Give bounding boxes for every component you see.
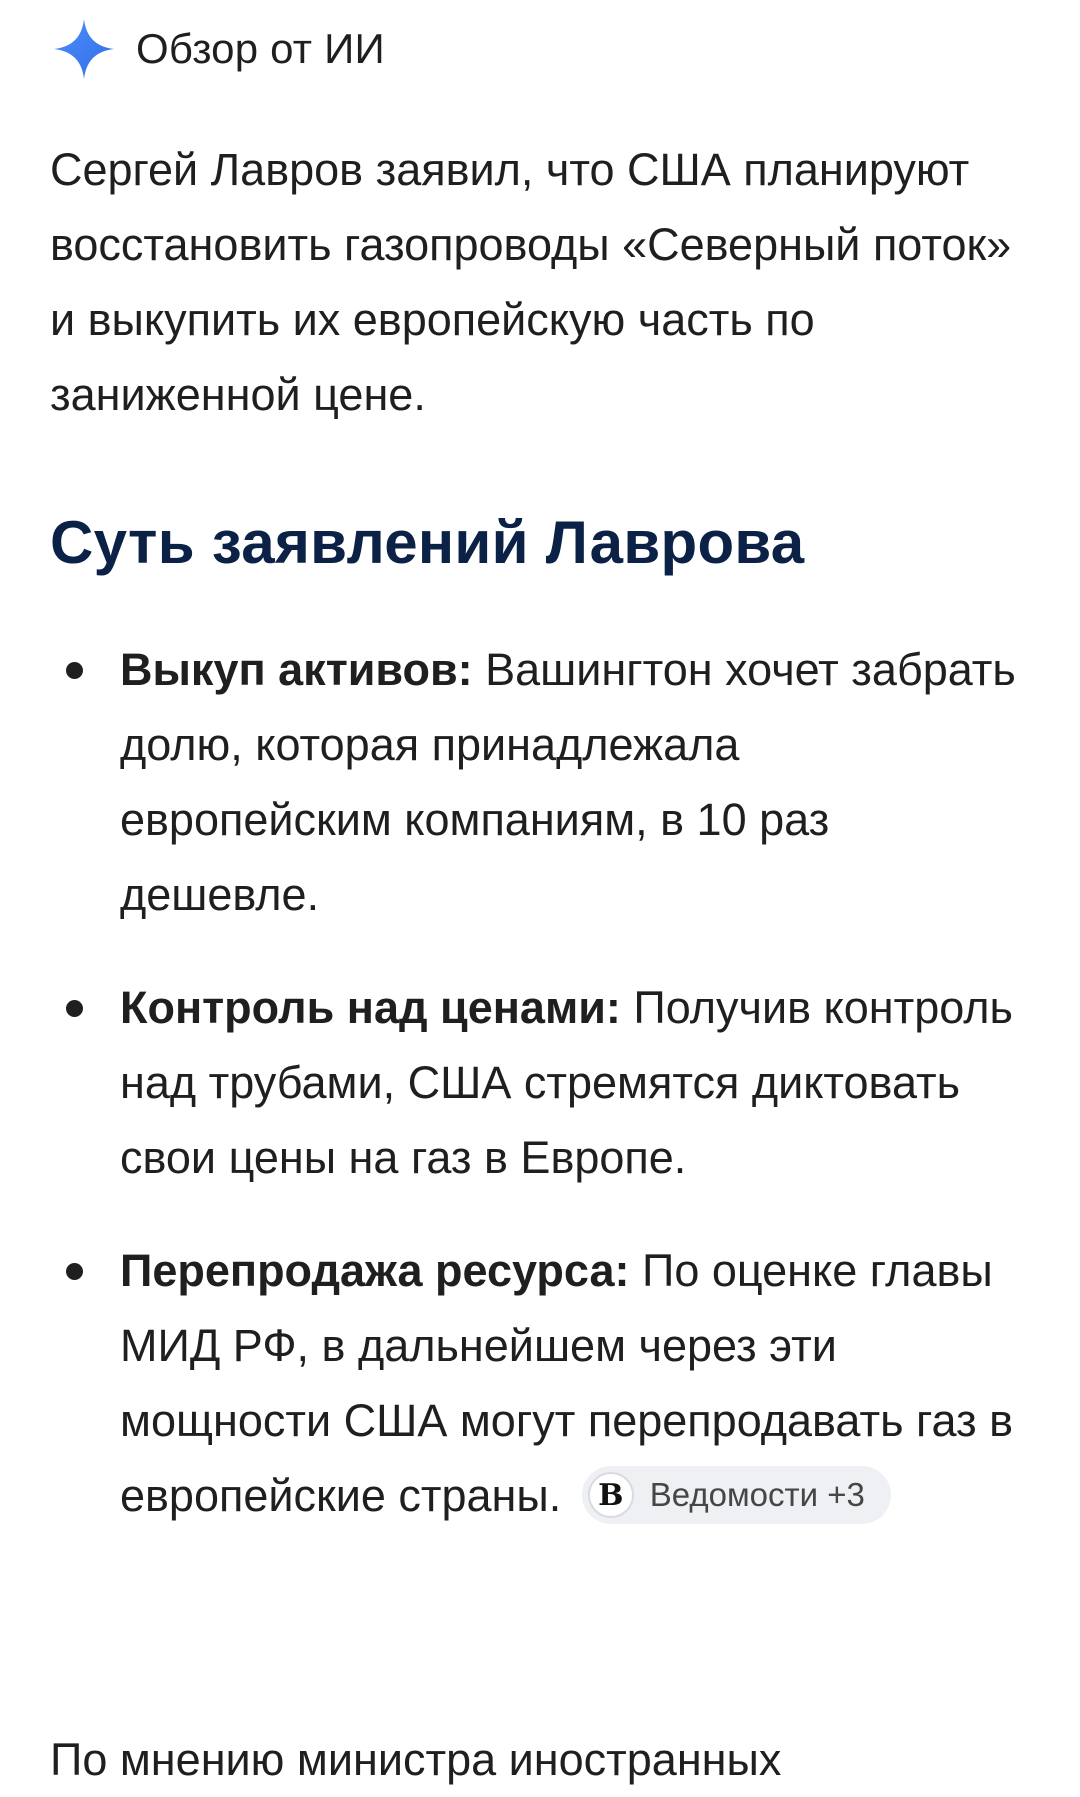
bullet-dot	[66, 1000, 83, 1017]
next-paragraph-cutoff: По мнению министра иностранных	[50, 1734, 782, 1785]
bullet-text: Вашингтон хочет забрать долю, которая принадлежала европейским компаниям, в 10 раз дешевле.	[120, 644, 1016, 920]
section-heading: Суть заявлений Лаврова	[50, 509, 805, 576]
bullet-title: Перепродажа ресурса:	[120, 1245, 630, 1296]
vedomosti-logo-icon: В	[588, 1472, 634, 1518]
source-chip[interactable]	[582, 1466, 891, 1524]
overview-summary: Сергей Лавров заявил, что США планируют восстановить газопроводы «Северный поток» и выкупить их европейскую часть по заниженной цене.	[50, 144, 1012, 420]
ai-overview-title: Обзор от ИИ	[136, 25, 385, 72]
list-item	[0, 632, 1020, 932]
bullet-dot	[66, 1263, 83, 1280]
key-points-list	[0, 632, 1080, 1533]
list-item	[0, 1233, 1020, 1533]
bullet-dot	[66, 662, 83, 679]
ai-overview-header	[50, 14, 385, 84]
bullet-text: Получив контроль над трубами, США стремятся диктовать свои цены на газ в Европе.	[120, 982, 1013, 1183]
gemini-sparkle-icon	[50, 15, 118, 83]
bullet-title: Выкуп активов:	[120, 644, 473, 695]
bullet-text: По оценке главы МИД РФ, в дальнейшем через эти мощности США могут перепродавать газ в европейские страны.	[120, 1245, 1014, 1521]
bullet-title: Контроль над ценами:	[120, 982, 621, 1033]
source-chip-label: Ведомости +3	[649, 1476, 865, 1514]
list-item	[0, 970, 1020, 1195]
